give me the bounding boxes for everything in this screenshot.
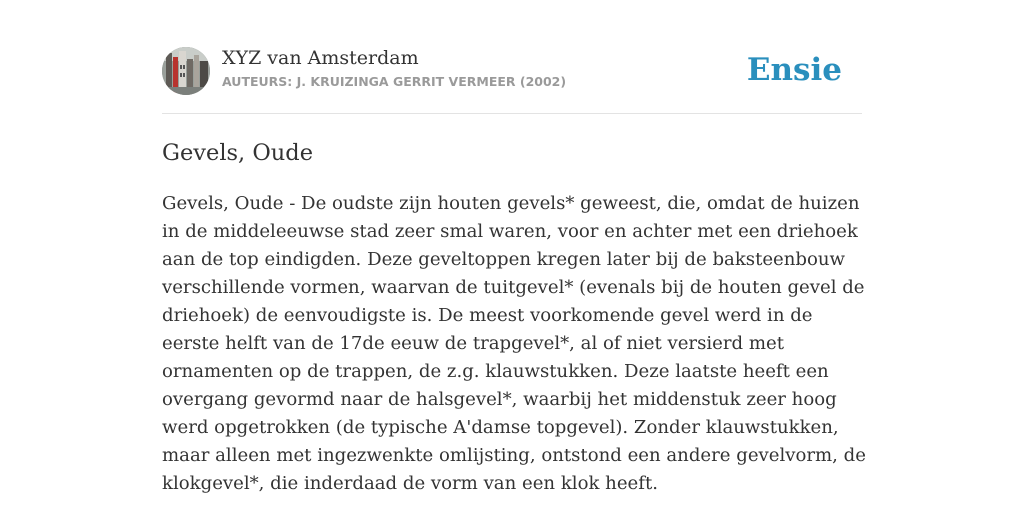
book-cover-image bbox=[162, 47, 210, 95]
authors-line: AUTEURS: J. KRUIZINGA GERRIT VERMEER (2002) bbox=[222, 74, 567, 89]
header bbox=[162, 46, 862, 96]
header-divider bbox=[162, 113, 862, 114]
ensie-logo-link[interactable]: Ensie bbox=[746, 52, 842, 88]
entry-title: Gevels, Oude bbox=[162, 140, 314, 166]
book-title[interactable]: XYZ van Amsterdam bbox=[222, 47, 419, 69]
book-cover-avatar[interactable] bbox=[162, 47, 210, 95]
entry-body: Gevels, Oude - De oudste zijn houten gevels* geweest, die, omdat de huizen in de middeleeuwse stad zeer smal waren, voor en achter met een driehoek aan de top eindigden. Deze geveltoppen kregen later bij de baksteenbouw verschillende vormen, waarvan de tuitgevel* (evenals bij de houten gevel de driehoek) de eenvoudigste is. De meest voorkomende gevel werd in de eerste helft van de 17de eeuw de trapgevel*, al of niet versierd met ornamenten op de trappen, de z.g. klauwstukken. Deze laatste heeft een overgang gevormd naar de halsgevel*, waarbij het middenstuk zeer hoog werd opgetrokken (de typische A'damse topgevel). Zonder klauwstukken, maar alleen met ingezwenkte omlijsting, ontstond een andere gevelvorm, de klokgevel*, die inderdaad de vorm van een klok heeft. bbox=[162, 193, 866, 494]
